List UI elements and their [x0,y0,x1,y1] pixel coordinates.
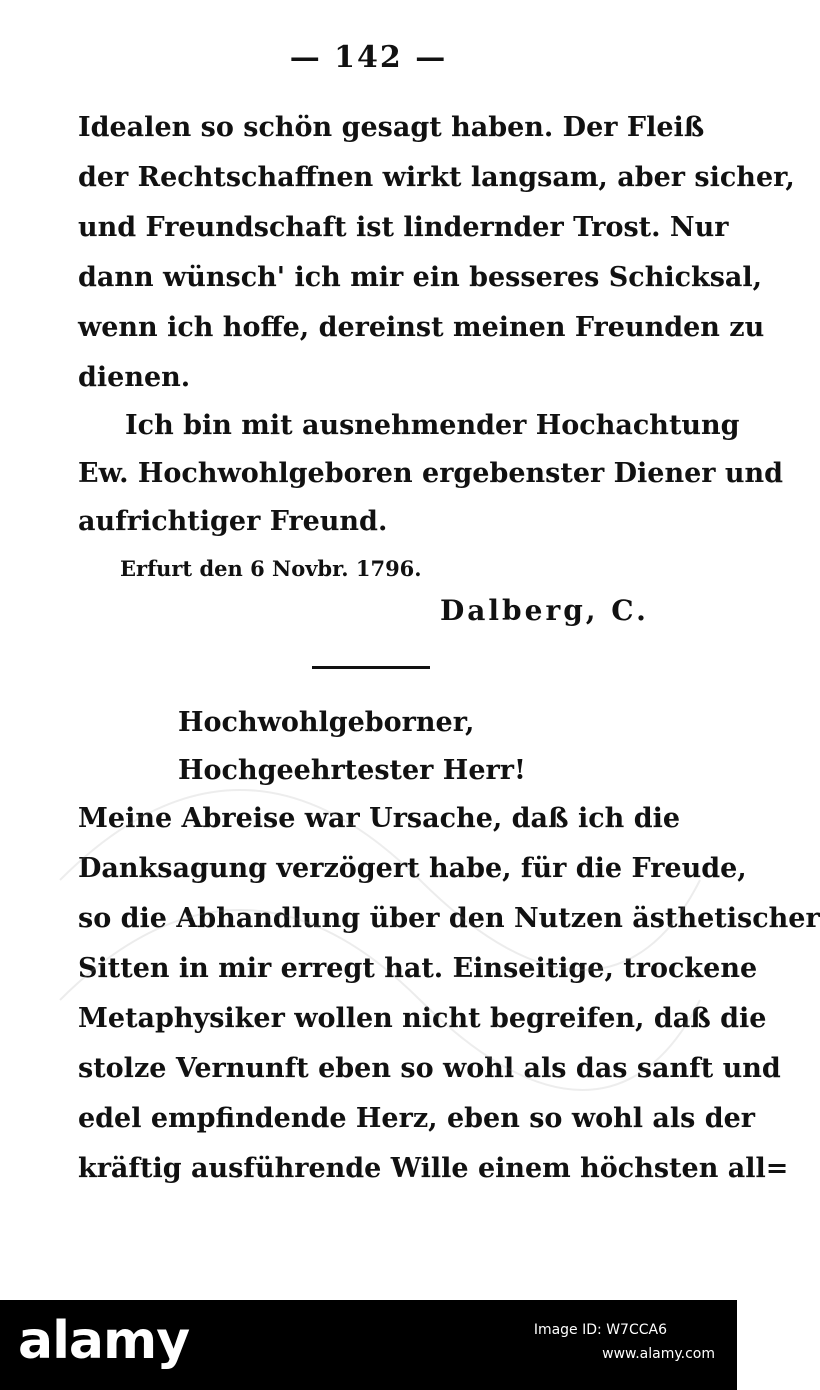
text-line: Meine Abreise war Ursache, daß ich die [78,803,681,834]
text-line: Idealen so schön gesagt haben. Der Fleiß [78,112,705,143]
text-line: Sitten in mir erregt hat. Einseitige, trockene [78,953,758,984]
text-line: aufrichtiger Freund. [78,506,388,537]
section-divider [312,666,430,669]
text-line: und Freundschaft ist lindernder Trost. Nur [78,212,729,243]
brand-logo: alamy [18,1311,190,1371]
text-line: Ich bin mit ausnehmender Hochachtung [125,410,740,441]
text-line: dienen. [78,362,191,393]
website-url: www.alamy.com [602,1346,715,1362]
dateline: Erfurt den 6 Novbr. 1796. [120,556,422,581]
text-line: edel empfindende Herz, eben so wohl als der [78,1103,756,1134]
text-line: stolze Vernunft eben so wohl als das sanft und [78,1053,781,1084]
signature: Dalberg, C. [440,594,649,627]
salutation-line: Hochwohlgeborner, [178,707,475,738]
image-id-label: Image ID: W7CCA6 [533,1322,667,1338]
text-line: so die Abhandlung über den Nutzen ästhetischer [78,903,820,934]
text-line: Ew. Hochwohlgeboren ergebenster Diener und [78,458,784,489]
text-line: Metaphysiker wollen nicht begreifen, daß die [78,1003,767,1034]
text-line: der Rechtschaffnen wirkt langsam, aber sicher, [78,162,795,193]
salutation-line: Hochgeehrtester Herr! [178,755,526,786]
text-line: Danksagung verzögert habe, für die Freude, [78,853,747,884]
text-line: kräftig ausführende Wille einem höchsten all= [78,1153,789,1184]
text-line: wenn ich hoffe, dereinst meinen Freunden zu [78,312,765,343]
page-number: — 142 — [289,40,448,75]
text-line: dann wünsch' ich mir ein besseres Schicksal, [78,262,763,293]
